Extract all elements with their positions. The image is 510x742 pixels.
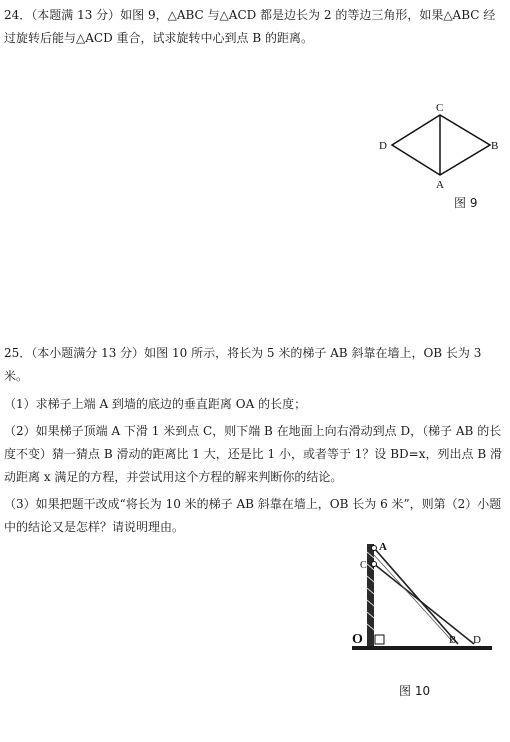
fig10-label-c: C: [360, 560, 367, 571]
fig10-point-c: [372, 562, 377, 567]
q25-part3: （3）如果把题干改成“将长为 10 米的梯子 AB 斜靠在墙上，OB 长为 6 米”，则第（2）小题中的结论又是怎样？请说明理由。: [4, 497, 502, 534]
figure-9-rhombus: [392, 115, 490, 175]
figure-10-caption: 图 10: [399, 684, 431, 698]
fig10-wall: [367, 544, 374, 648]
fig9-label-b: B: [491, 140, 499, 152]
figure-9-caption: 图 9: [454, 196, 478, 210]
fig9-label-c: C: [436, 102, 444, 114]
fig10-label-a: A: [379, 541, 387, 553]
figure-10: [348, 538, 498, 658]
fig10-label-b: B: [449, 634, 457, 646]
q25-part2: （2）如果梯子顶端 A 下滑 1 米到点 C，则下端 B 在地面上向右滑动到点 D，（梯子 AB 的长度不变）猜一猜点 B 滑动的距离比 1 大，还是比 1 小，或者等于 1？设 BD=x，列出点 B 滑动距离 x 满足的方程，并尝试用这个方程的解来判断你的结论。: [4, 424, 502, 484]
fig10-ground: [352, 646, 492, 650]
fig10-label-d: D: [473, 634, 481, 646]
fig10-point-a: [372, 546, 377, 551]
fig9-label-a: A: [436, 179, 444, 191]
q25-intro: 25．（本小题满分 13 分）如图 10 所示，将长为 5 米的梯子 AB 斜靠在墙上，OB 长为 3 米。: [4, 346, 482, 383]
q24-text: 24．（本题满 13 分）如图 9，△ABC 与△ACD 都是边长为 2 的等边三角形，如果△ABC 经过旋转后能与△ACD 重合，试求旋转中心到点 B 的距离。: [4, 8, 496, 45]
q25-part1: （1）求梯子上端 A 到墙的底边的垂直距离 OA 的长度；: [4, 397, 307, 411]
fig10-label-o: O: [352, 632, 363, 647]
fig9-label-d: D: [379, 140, 387, 152]
